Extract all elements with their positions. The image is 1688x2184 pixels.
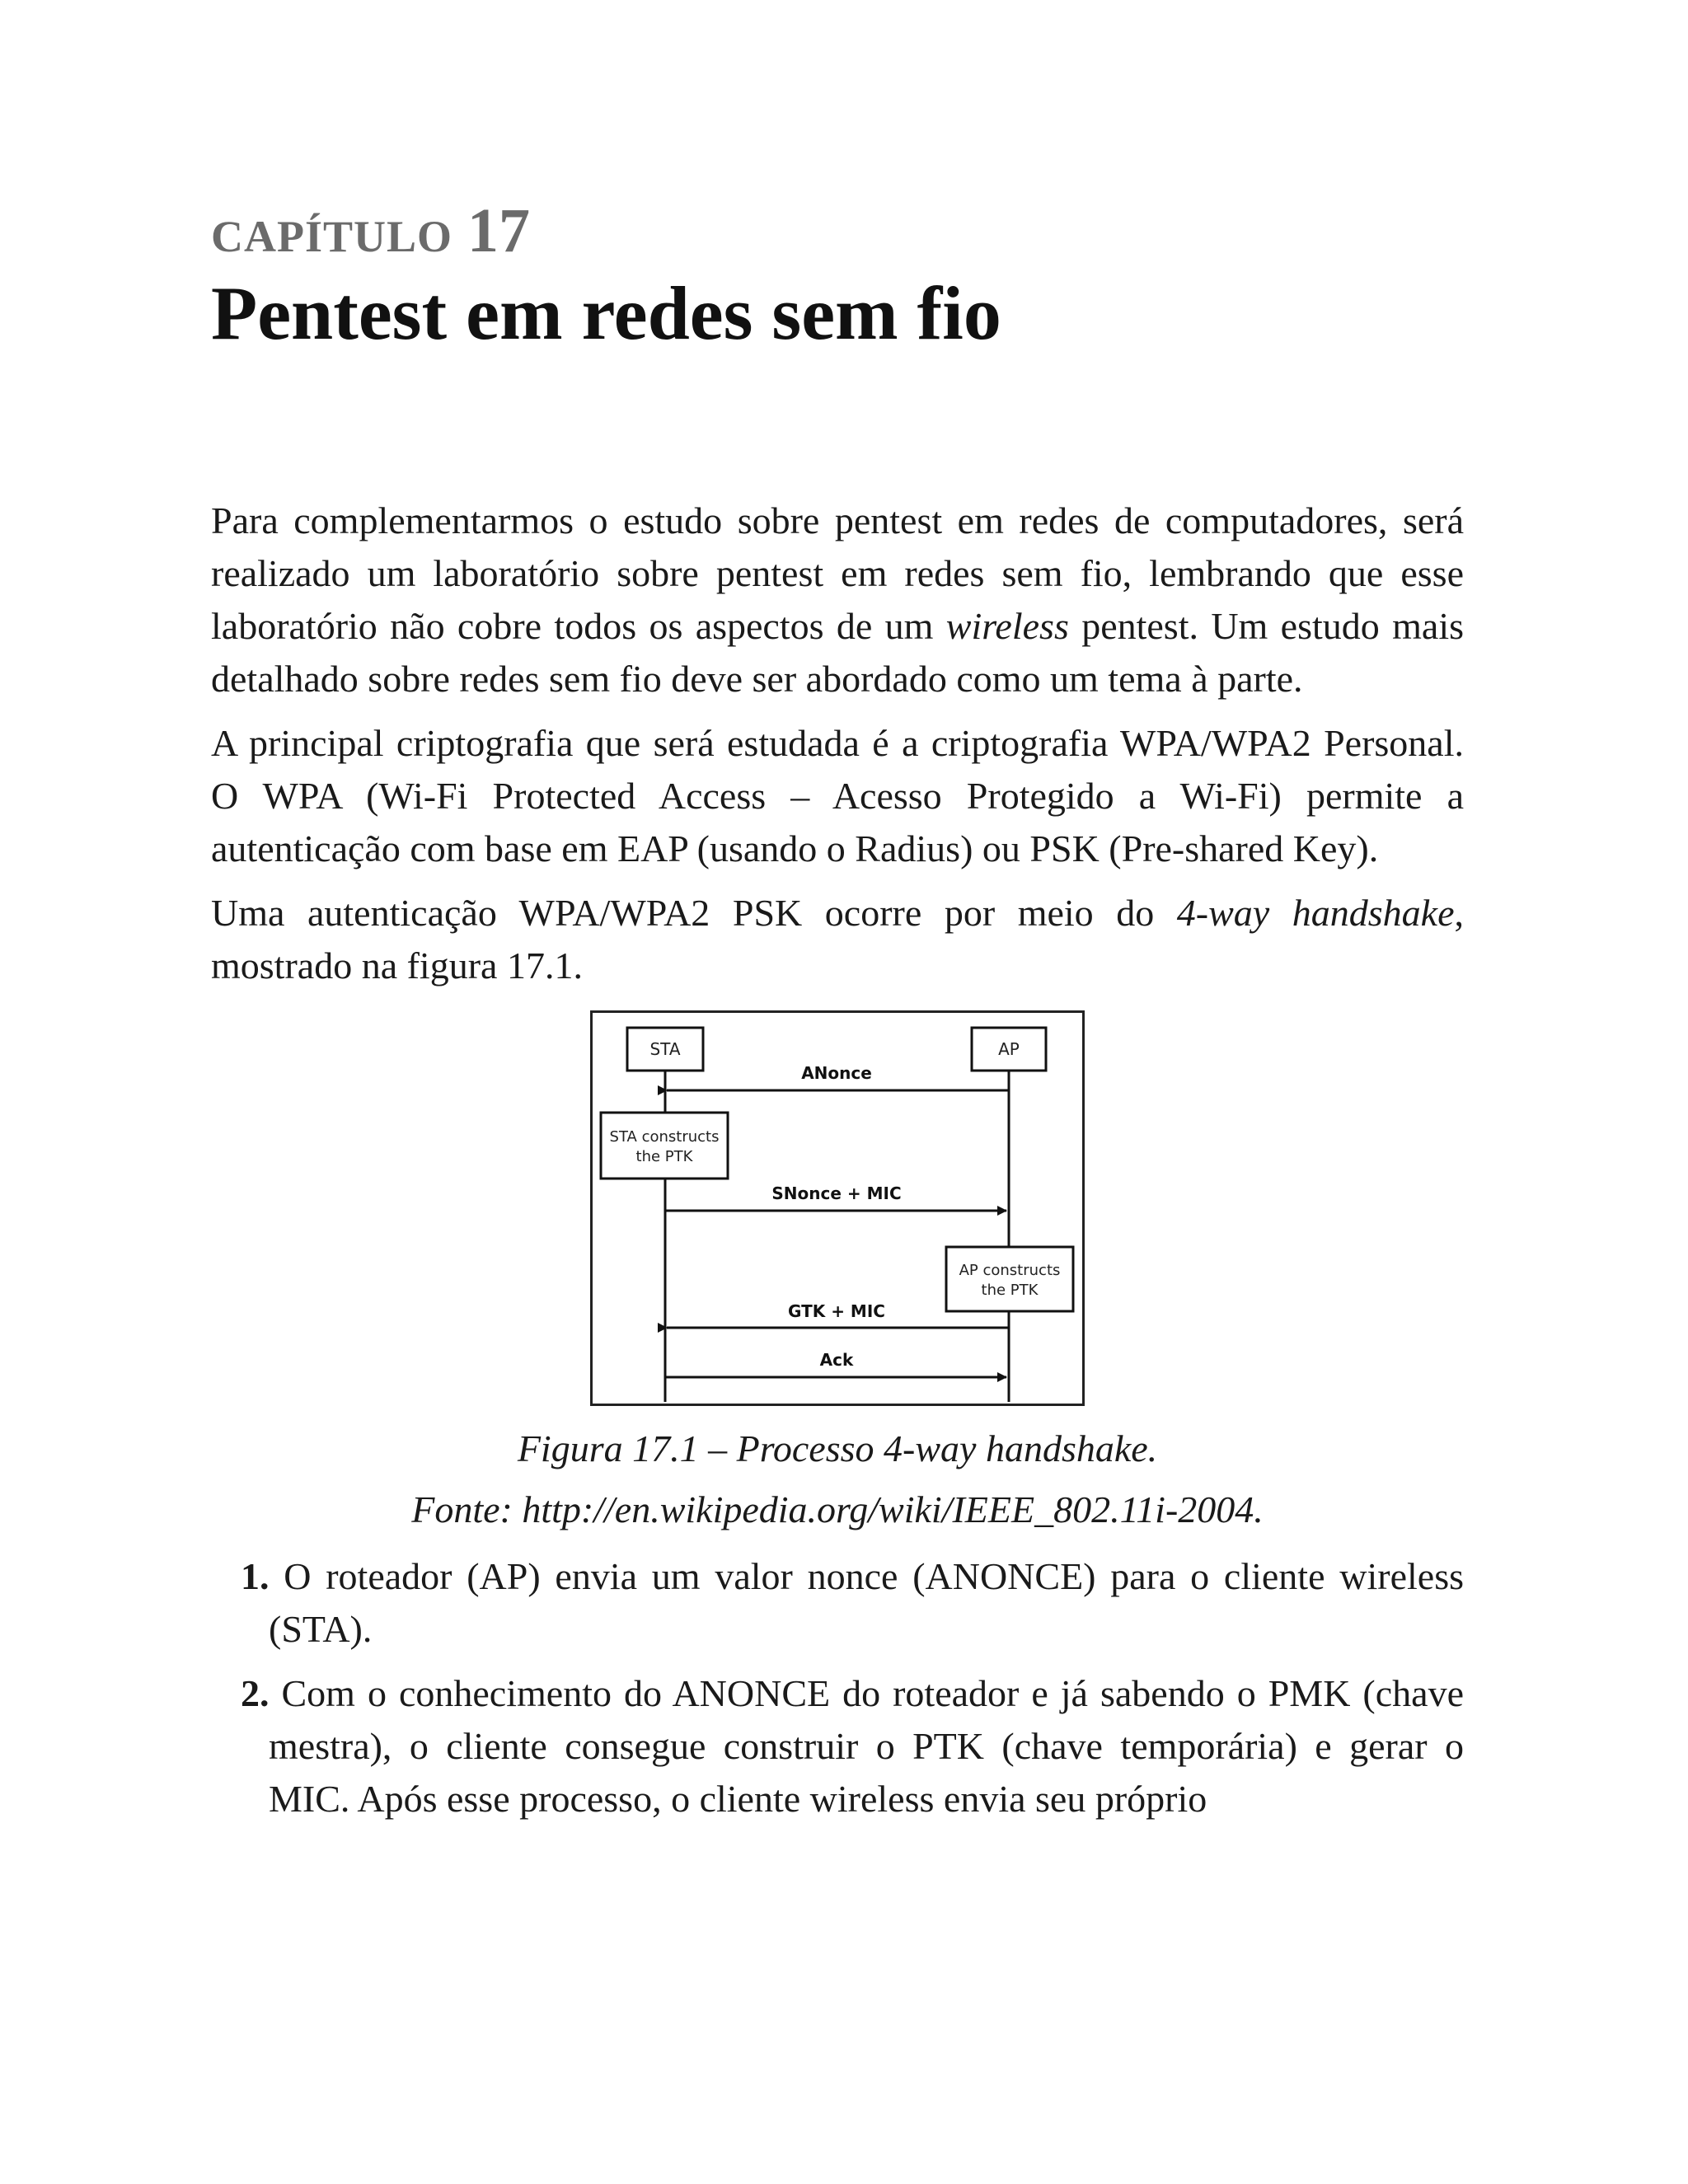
paragraph-intro-emphasis: wireless <box>945 605 1069 647</box>
paragraph-handshake-part1: Uma autenticação WPA/WPA2 PSK ocorre por meio do <box>211 892 1177 934</box>
ap-constructs-line2: the PTK <box>981 1282 1039 1299</box>
gtk-label: GTK + MIC <box>788 1301 885 1321</box>
snonce-label: SNonce + MIC <box>771 1183 902 1203</box>
paragraph-intro <box>211 494 1464 705</box>
ap-constructs-box <box>946 1247 1073 1311</box>
handshake-diagram <box>590 1010 1085 1406</box>
ap-constructs-line1: AP constructs <box>959 1262 1061 1279</box>
sta-constructs-line2: the PTK <box>635 1148 693 1165</box>
paragraph-handshake <box>211 887 1464 992</box>
figure-caption: Figura 17.1 – Processo 4-way handshake. <box>517 1427 1158 1469</box>
paragraph-wpa: A principal criptografia que será estudada é a criptografia WPA/WPA2 Personal. O WPA (Wi-Fi Protected Access – Acesso Protegido a Wi-Fi) permite a autenticação com base em EAP (usando o Radius) ou PSK (Pre-shared Key). <box>211 722 1464 869</box>
sta-constructs-line1: STA constructs <box>609 1128 720 1146</box>
sta-label: STA <box>649 1039 681 1059</box>
chapter-number: 17 <box>467 196 531 265</box>
list-item <box>211 1667 1464 1825</box>
anonce-label: ANonce <box>801 1063 872 1083</box>
list-item-text: Com o conhecimento do ANONCE do roteador e já sabendo o PMK (chave mestra), o cliente consegue construir o PTK (chave temporária) e gerar o MIC. Após esse processo, o cliente wireless envia seu próprio <box>269 1672 1464 1820</box>
paragraph-intro-part2: pentest. Um estudo mais detalhado sobre redes sem fio deve ser abordado como um tema à parte. <box>211 605 1464 700</box>
list-item <box>211 1550 1464 1656</box>
chapter-label <box>211 198 1464 264</box>
handshake-diagram-svg <box>593 1013 1082 1404</box>
ack-label: Ack <box>819 1350 854 1370</box>
page-content <box>211 198 1464 1837</box>
list-item-number: 2. <box>241 1672 270 1714</box>
sta-constructs-box <box>601 1113 728 1179</box>
list-item-text: O roteador (AP) envia um valor nonce (ANONCE) para o cliente wireless (STA). <box>269 1555 1464 1650</box>
chapter-title: Pentest em redes sem fio <box>211 271 1001 355</box>
handshake-steps-list <box>211 1550 1464 1825</box>
figure-handshake <box>211 1010 1464 1540</box>
figure-source: Fonte: http://en.wikipedia.org/wiki/IEEE_802.11i-2004. <box>411 1488 1264 1530</box>
paragraph-intro-part1: Para complementarmos o estudo sobre pentest em redes de computadores, será realizado um laboratório sobre pentest em redes sem fio, lembrando que esse laboratório não cobre todos os aspectos de um <box>211 499 1464 647</box>
list-item-number: 1. <box>241 1555 270 1597</box>
chapter-word: CAPÍTULO <box>211 212 453 261</box>
paragraph-handshake-part2: , mostrado na figura 17.1. <box>211 892 1465 987</box>
paragraph-handshake-emphasis: 4-way handshake <box>1176 892 1455 934</box>
ap-label: AP <box>998 1039 1020 1059</box>
